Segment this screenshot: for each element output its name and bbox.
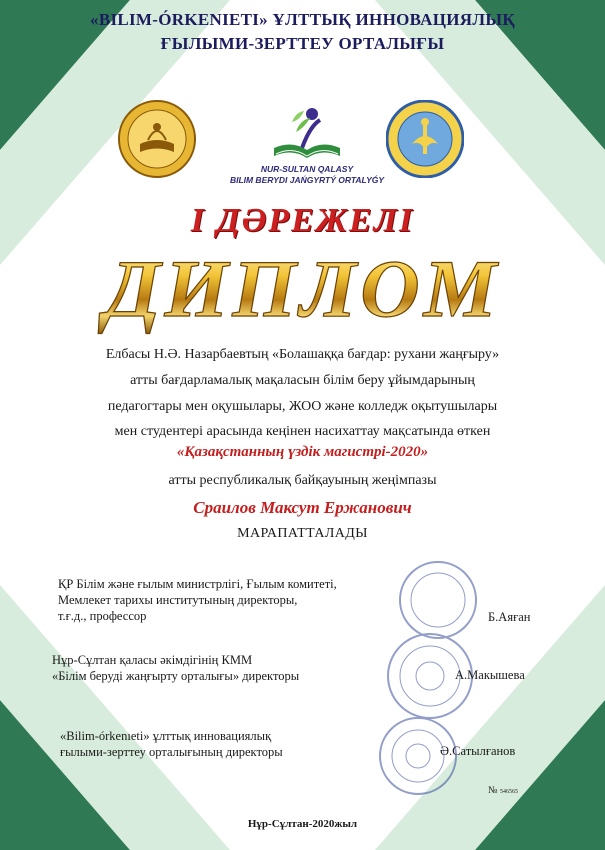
organization-name-line1: «BILIM-ÓRKENIETI» ҰЛТТЫҚ ИННОВАЦИЯЛЫҚ [90,10,515,29]
contest-title: «Қазақстанның үздік магистрі-2020» [176,444,429,460]
signature-3-name: Ә.Сатылғанов [440,744,516,758]
signature-3-line-1: «Bilim-órkenıeti» ұлттық инновациялық [60,729,272,743]
awarded-label: МАРАПАТТАЛАДЫ [237,526,368,541]
state-history-institute-seal-icon [386,100,464,178]
signature-3-line-2: ғылыми-зерттеу орталығының директоры [60,745,283,759]
signature-2-line-2: «Білім беруді жаңғырту орталығы» директоры [52,669,300,683]
body-line-2: атты бағдарламалық мақаласын білім беру ұйымдарының [130,373,475,388]
number-value: 546565 [500,789,519,795]
signature-2-name: А.Макышева [455,668,525,682]
signature-1-name: Б.Аяған [488,610,531,624]
body-line-6: атты республикалық байқауының жеңімпазы [168,473,437,488]
body-line-3: педагогтары мен оқушылары, ЖОО және колледж оқытушылары [107,399,498,414]
certificate-number [488,785,518,796]
signature-block-2 [52,652,392,684]
degree-label: І ДӘРЕЖЕЛІ [190,202,415,239]
body-line-1: Елбасы Н.Ә. Назарбаевтың «Болашаққа бағдар: рухани жаңғыру» [105,347,500,362]
center-logo-caption-line2: BILIM BERYDI JAŃGYRTÝ ORTALYǴY [229,175,385,185]
book-and-tree-logo-icon [262,102,352,162]
signature-1-line-2: Мемлекет тарихы институтының директоры, [58,593,298,607]
signature-block-3 [60,728,360,760]
signature-1-line-1: ҚР Білім және ғылым министрлігі, Ғылым комитеті, [58,577,337,591]
number-sign: № [488,785,498,796]
bilim-orkenieti-emblem-icon [118,100,196,178]
signature-1-line-3: т.ғ.д., профессор [58,609,147,623]
organization-name-line2: ҒЫЛЫМИ-ЗЕРТТЕУ ОРТАЛЫҒЫ [160,34,445,53]
body-line-4: мен студентері арасында кеңінен насихаттау мақсатында өткен [114,424,491,439]
center-logo-caption-line1: NUR-SULTAN QALASY [260,164,354,174]
diploma-title: ДИПЛОМ [0,244,605,334]
signature-2-line-1: Нұр-Сұлтан қаласы әкімдігінің КММ [52,653,253,667]
recipient-name: Сраилов Максут Ержанович [193,498,412,517]
place-and-year: Нұр-Сұлтан-2020жыл [247,818,358,830]
signature-block-1 [58,576,388,624]
